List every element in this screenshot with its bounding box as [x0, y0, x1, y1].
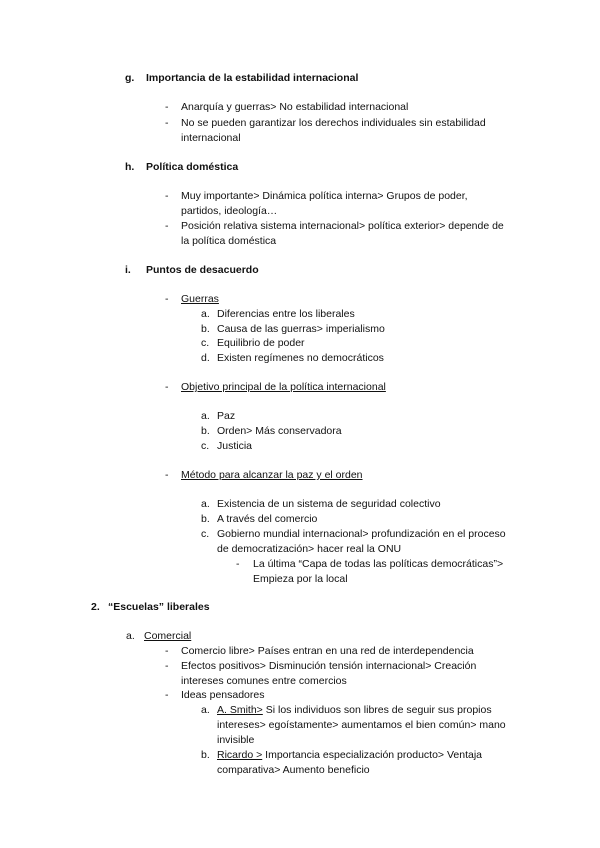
section-i-title: Puntos de desacuerdo: [146, 264, 259, 276]
list-marker: a.: [201, 498, 210, 510]
list-marker: c.: [201, 528, 210, 540]
bullet-dash: -: [165, 660, 169, 672]
sub-bullet-text-cont: Empieza por la local: [253, 573, 348, 585]
thinker-line: [217, 748, 482, 762]
list-item: Paz: [217, 410, 236, 422]
bullet-dash: -: [165, 469, 169, 481]
bullet-text: Ideas pensadores: [181, 689, 265, 701]
section-h-marker: h.: [125, 161, 135, 173]
bullet-text-cont: internacional: [181, 132, 241, 144]
section-i-marker: i.: [125, 264, 131, 276]
thinker-text: Si los individuos son libres de seguir sus propios: [262, 704, 492, 716]
bullet-text: No se pueden garantizar los derechos individuales sin estabilidad: [181, 117, 486, 129]
bullet-dash: -: [165, 220, 169, 232]
bullet-dash: -: [165, 101, 169, 113]
group-heading-guerras: Guerras: [181, 293, 219, 305]
bullet-text: Muy importante> Dinámica política interna> Grupos de poder,: [181, 190, 468, 202]
section-g-marker: g.: [125, 72, 135, 84]
bullet-dash: -: [165, 190, 169, 202]
bullet-text: Anarquía y guerras> No estabilidad internacional: [181, 101, 409, 113]
thinker-text-cont: invisible: [217, 734, 255, 746]
section-2-title: “Escuelas” liberales: [108, 601, 210, 613]
bullet-text-cont: intereses comunes entre comercios: [181, 675, 347, 687]
list-item: Justicia: [217, 440, 253, 452]
bullet-dash: -: [165, 117, 169, 129]
bullet-text: Efectos positivos> Disminución tensión internacional> Creación: [181, 660, 477, 672]
bullet-dash: -: [165, 645, 169, 657]
section-h-title: Política doméstica: [146, 161, 239, 173]
sub-bullet-text: La última “Capa de todas las políticas democráticas”>: [253, 558, 504, 570]
thinker-name: Ricardo >: [217, 749, 263, 761]
group-heading-objetivo: Objetivo principal de la política internacional: [181, 381, 386, 393]
bullet-dash: -: [165, 689, 169, 701]
list-item: Diferencias entre los liberales: [217, 308, 355, 320]
bullet-text: Posición relativa sistema internacional> política exterior> depende de: [181, 220, 504, 232]
list-marker: c.: [201, 440, 210, 452]
list-marker: d.: [201, 352, 210, 364]
list-item: Orden> Más conservadora: [217, 425, 342, 437]
list-marker: b.: [201, 323, 210, 335]
list-item: A través del comercio: [217, 513, 318, 525]
list-marker: c.: [201, 337, 210, 349]
list-item: Causa de las guerras> imperialismo: [217, 323, 385, 335]
bullet-text-cont: partidos, ideología…: [181, 205, 278, 217]
thinker-text-cont: comparativa> Aumento beneficio: [217, 764, 370, 776]
list-marker: a.: [201, 704, 210, 716]
bullet-dash: -: [236, 558, 240, 570]
thinker-text-cont: intereses> egoístamente> aumentamos el bien común> mano: [217, 719, 506, 731]
list-marker: a.: [201, 410, 210, 422]
sub-a-marker: a.: [126, 630, 135, 642]
list-item: Existencia de un sistema de seguridad colectivo: [217, 498, 441, 510]
list-item: Equilibrio de poder: [217, 337, 305, 349]
section-g-title: Importancia de la estabilidad internacional: [146, 72, 359, 84]
list-marker: a.: [201, 308, 210, 320]
bullet-text: Comercio libre> Países entran en una red de interdependencia: [181, 645, 474, 657]
list-marker: b.: [201, 513, 210, 525]
group-heading-metodo: Método para alcanzar la paz y el orden: [181, 469, 363, 481]
list-marker: b.: [201, 425, 210, 437]
bullet-text-cont: la política doméstica: [181, 235, 277, 247]
thinker-text: Importancia especialización producto> Ventaja: [262, 749, 482, 761]
bullet-dash: -: [165, 381, 169, 393]
section-2-marker: 2.: [91, 601, 100, 613]
list-item: Gobierno mundial internacional> profundización en el proceso: [217, 528, 506, 540]
thinker-name: A. Smith>: [217, 704, 263, 716]
list-item: Existen regímenes no democráticos: [217, 352, 384, 364]
thinker-line: [217, 703, 492, 717]
list-item-cont: de democratización> hacer real la ONU: [217, 543, 402, 555]
bullet-dash: -: [165, 293, 169, 305]
sub-a-heading: Comercial: [144, 630, 192, 642]
list-marker: b.: [201, 749, 210, 761]
